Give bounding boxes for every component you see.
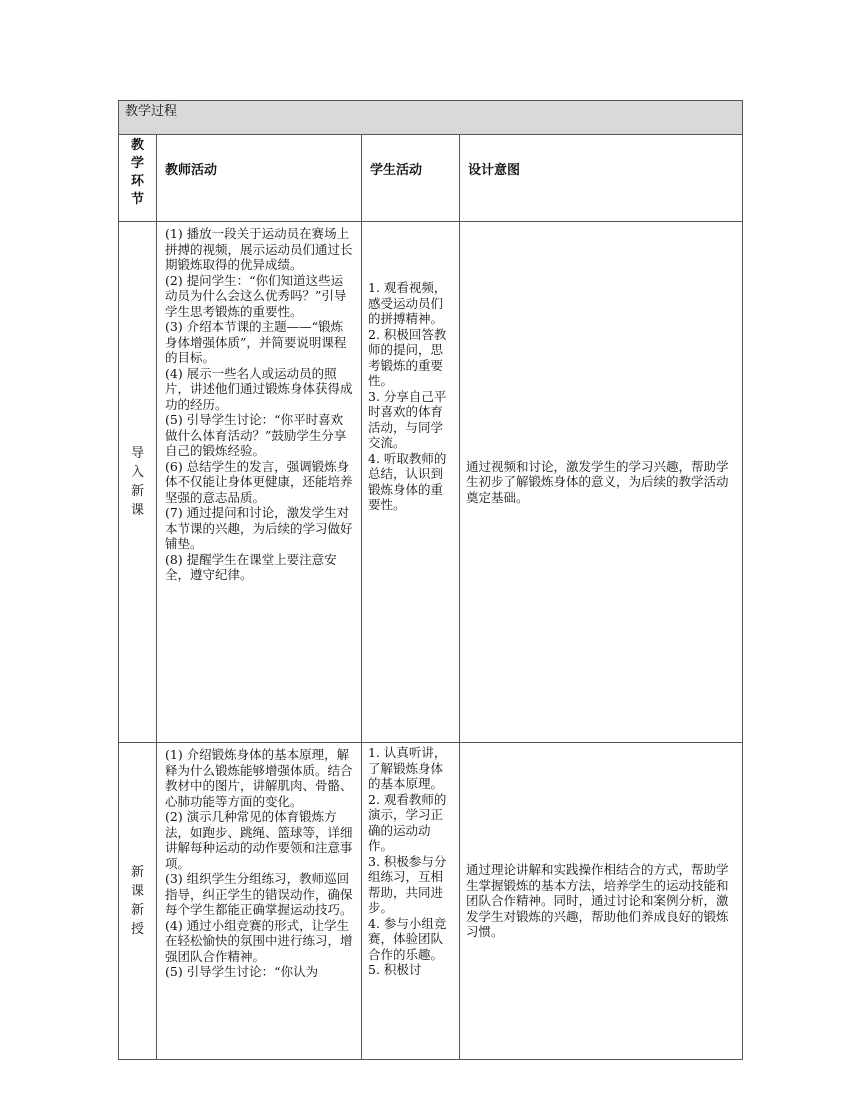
header-teacher: 教师活动 [165,163,218,178]
student-activity-cell [362,222,460,743]
header-stage: 教学环节 [130,138,144,207]
student-activity-cell [362,743,460,1060]
header-row [119,135,743,222]
teacher-step: (7) 通过提问和讨论，激发学生对本节课的兴趣，为后续的学习做好铺垫。 [165,505,353,551]
header-intent: 设计意图 [468,163,521,178]
teaching-process-table [118,100,743,1060]
student-step: 4. 参与小组竞赛，体验团队合作的乐趣。 [368,915,447,962]
student-step: 2. 积极回答教师的提问，思考锻炼的重要性。 [368,326,447,388]
table-row-intro [119,222,743,743]
header-stage-cell [119,135,157,222]
design-intent-cell [460,222,743,743]
teacher-step: (2) 演示几种常见的体育锻炼方法，如跑步、跳绳、篮球等，详细讲解每种运动的动作要领和注意事项。 [165,809,353,871]
teacher-step: (4) 通过小组竞赛的形式，让学生在轻松愉快的氛围中进行练习，增强团队合作精神。 [165,917,353,964]
student-step: 3. 积极参与分组练习，互相帮助，共同进步。 [368,853,447,915]
teacher-step: (4) 展示一些名人或运动员的照片，讲述他们通过锻炼身体获得成功的经历。 [165,365,353,412]
design-intent-text: 通过理论讲解和实践操作相结合的方式，帮助学生掌握锻炼的基本方法，培养学生的运动技能和团队合作精神。同时，通过讨论和案例分析，激发学生对锻炼的兴趣，帮助他们养成良好的锻炼习惯。 [466,862,729,940]
teacher-step: (5) 引导学生讨论：“你平时喜欢做什么体育活动？”鼓励学生分享自己的锻炼经验。 [165,412,347,458]
student-step: 1. 认真听讲，了解锻炼身体的基本原理。 [368,745,447,791]
stage-label: 导入新课 [130,446,144,518]
student-step: 2. 观看教师的演示，学习正确的运动动作。 [368,791,447,853]
design-intent-text: 通过视频和讨论，激发学生的学习兴趣，帮助学生初步了解锻炼身体的意义，为后续的教学活动奠定基础。 [466,458,729,505]
table-title: 教学过程 [125,104,178,119]
teacher-step: (6) 总结学生的发言，强调锻炼身体不仅能让身体更健康，还能培养坚强的意志品质。 [165,458,353,505]
table-row-new-lesson [119,743,743,1060]
student-step: 4. 听取教师的总结，认识到锻炼身体的重要性。 [368,450,447,512]
design-intent-cell [460,743,743,1060]
header-intent-cell [460,135,743,222]
header-student-cell [362,135,460,222]
stage-cell [119,222,157,743]
teacher-step: (2) 提问学生：“你们知道这些运动员为什么会这么优秀吗？”引导学生思考锻炼的重要性。 [165,272,347,319]
teacher-step: (8) 提醒学生在课堂上要注意安全，遵守纪律。 [165,551,337,582]
stage-label: 新课新授 [130,865,144,937]
header-teacher-cell [157,135,362,222]
table-title-cell [119,101,743,135]
student-step: 5. 积极讨 [368,962,422,977]
teacher-step: (1) 介绍锻炼身体的基本原理，解释为什么锻炼能够增强体质。结合教材中的图片，讲解肌肉、骨骼、心肺功能等方面的变化。 [165,747,353,809]
teacher-step: (3) 介绍本节课的主题——“锻炼身体增强体质”，并简要说明课程的目标。 [165,319,347,365]
teacher-activity-cell [157,222,362,743]
student-step: 3. 分享自己平时喜欢的体育活动，与同学交流。 [368,388,447,450]
teacher-step: (5) 引导学生讨论：“你认为 [165,964,319,979]
header-student: 学生活动 [370,163,423,178]
teacher-step: (3) 组织学生分组练习，教师巡回指导，纠正学生的错误动作，确保每个学生都能正确掌握运动技巧。 [165,871,353,917]
stage-cell [119,743,157,1060]
teacher-activity-cell [157,743,362,1060]
teacher-step: (1) 播放一段关于运动员在赛场上拼搏的视频，展示运动员们通过长期锻炼取得的优异成绩。 [165,226,353,272]
student-step: 1. 观看视频，感受运动员们的拼搏精神。 [368,280,447,326]
